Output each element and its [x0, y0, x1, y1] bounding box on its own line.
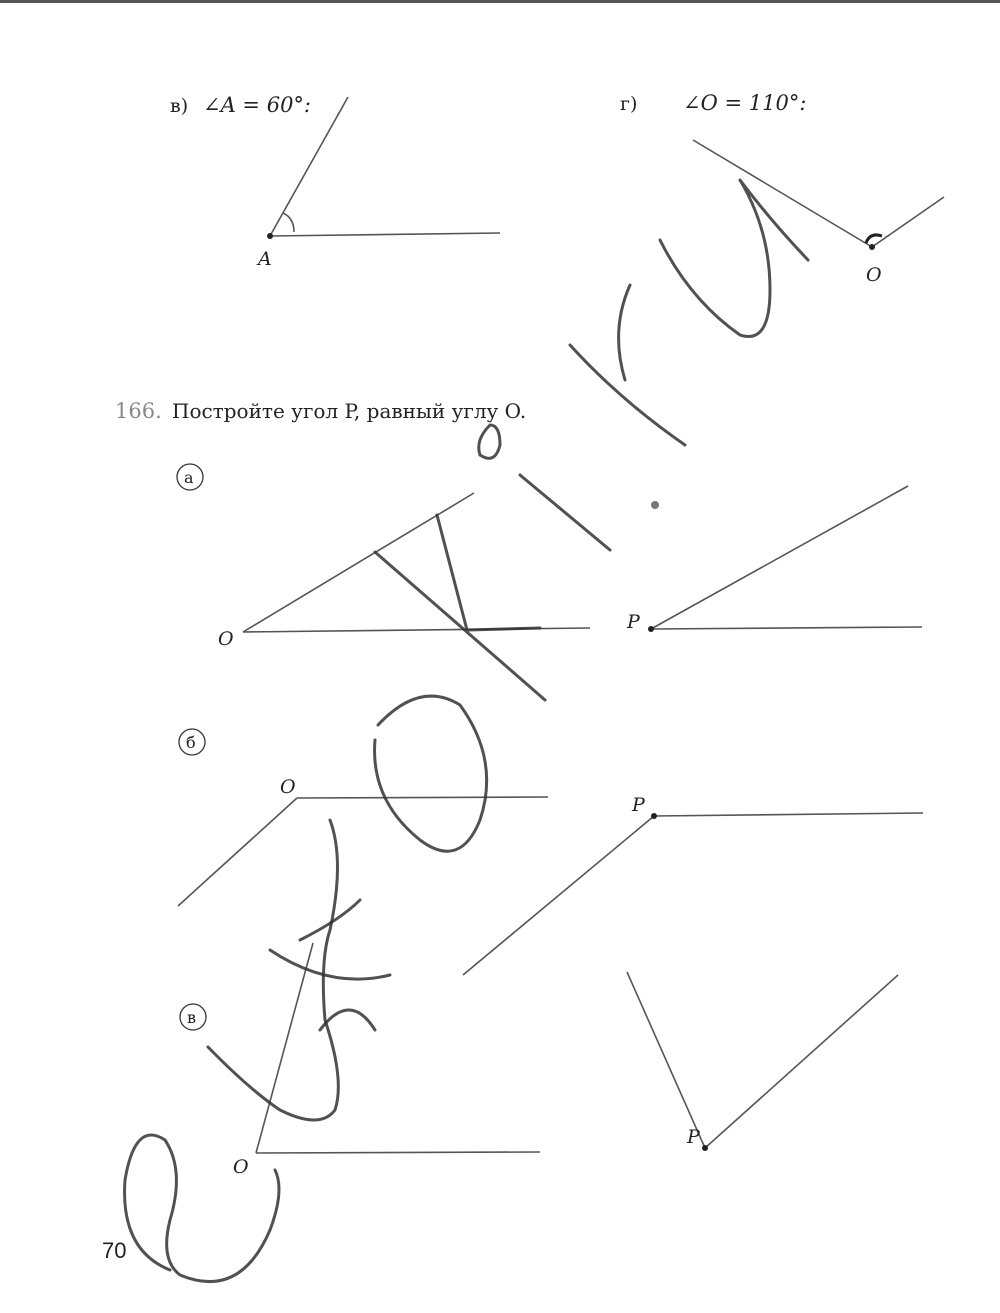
- part-a-marker: а: [184, 468, 194, 487]
- part-v-label: в): [170, 95, 189, 117]
- part-b-o-label: O: [280, 776, 296, 798]
- vertex-o-label: O: [866, 264, 882, 286]
- part-v-given-angle: [256, 943, 540, 1153]
- part-a-o-label: O: [218, 628, 234, 650]
- part-a-p-label: P: [627, 611, 640, 633]
- part-b-target-angle: [463, 813, 923, 975]
- page-number: 70: [102, 1238, 127, 1263]
- part-g-label: г): [620, 93, 638, 115]
- handwritten-watermark: [125, 180, 808, 1282]
- part-v-target-angle: [627, 972, 898, 1151]
- part-g-expression: ∠O = 110°:: [683, 91, 807, 115]
- vertex-a-label: A: [258, 248, 272, 270]
- part-v-o-label: O: [233, 1156, 249, 1178]
- part-v-p-label: P: [687, 1126, 700, 1148]
- part-a-target-angle: [648, 486, 922, 632]
- angle-o-110-figure: [693, 140, 944, 250]
- part-v-expression: ∠A = 60°:: [203, 93, 312, 117]
- part-b-given-angle: [178, 797, 548, 906]
- part-b-p-label: P: [632, 794, 645, 816]
- part-v-marker: в: [187, 1008, 197, 1027]
- exercise-number: 166.: [115, 399, 162, 423]
- part-b-marker: б: [186, 733, 196, 752]
- part-a-given-angle: [243, 493, 590, 632]
- exercise-text: Постройте угол P, равный углу O.: [172, 399, 527, 423]
- angle-a-figure: [267, 97, 500, 239]
